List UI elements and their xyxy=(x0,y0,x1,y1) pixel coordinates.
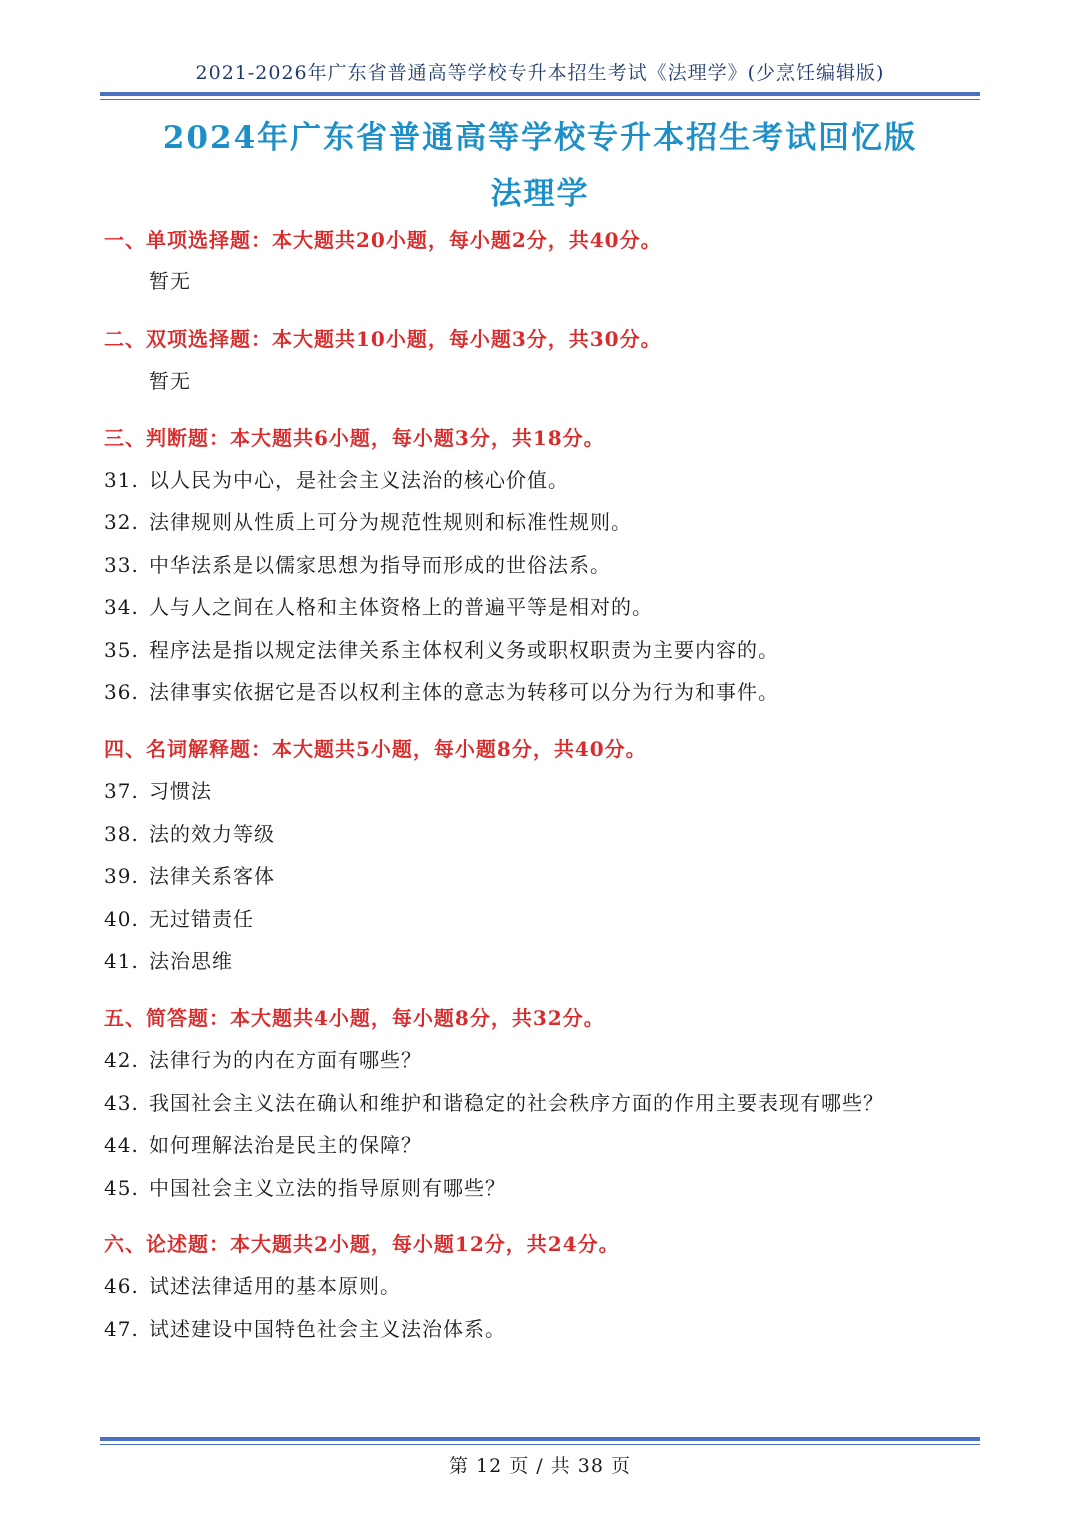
question-number: 43. xyxy=(104,1091,139,1115)
question-item xyxy=(104,634,779,663)
question-text: 法律关系客体 xyxy=(149,864,275,888)
question-number: 45. xyxy=(104,1176,139,1200)
question-number: 42. xyxy=(104,1048,139,1072)
question-number: 34. xyxy=(104,595,139,619)
question-item xyxy=(104,1087,884,1116)
question-text: 程序法是指以规定法律关系主体权利义务或职权职责为主要内容的。 xyxy=(149,638,779,662)
question-number: 37. xyxy=(104,779,139,803)
question-number: 41. xyxy=(104,949,139,973)
question-item xyxy=(104,549,611,578)
section-heading: 二、双项选择题：本大题共10小题，每小题3分，共30分。 xyxy=(104,327,662,351)
document-title: 2024年广东省普通高等学校专升本招生考试回忆版 xyxy=(162,120,918,156)
section-heading: 一、单项选择题：本大题共20小题，每小题2分，共40分。 xyxy=(104,228,662,252)
question-number: 31. xyxy=(104,468,139,492)
question-item xyxy=(104,464,569,493)
question-number: 40. xyxy=(104,907,139,931)
header-rule-thick xyxy=(100,92,980,96)
question-number: 39. xyxy=(104,864,139,888)
question-item xyxy=(104,945,233,974)
page-number: 第 12 页 / 共 38 页 xyxy=(449,1455,631,1477)
question-number: 32. xyxy=(104,510,139,534)
question-item xyxy=(104,506,632,535)
section-note: 暂无 xyxy=(149,369,191,393)
question-item xyxy=(104,1172,506,1201)
section-note: 暂无 xyxy=(149,269,191,293)
header-rule-thin xyxy=(100,99,980,100)
question-text: 法律行为的内在方面有哪些？ xyxy=(149,1048,422,1072)
question-item xyxy=(104,1129,422,1158)
section-heading: 三、判断题：本大题共6小题，每小题3分，共18分。 xyxy=(104,426,605,450)
footer-rule-thick xyxy=(100,1437,980,1441)
question-number: 47. xyxy=(104,1317,139,1341)
question-text: 法律事实依据它是否以权利主体的意志为转移可以分为行为和事件。 xyxy=(149,680,779,704)
question-number: 46. xyxy=(104,1274,139,1298)
question-text: 试述法律适用的基本原则。 xyxy=(149,1274,401,1298)
question-item xyxy=(104,775,212,804)
section-heading: 五、简答题：本大题共4小题，每小题8分，共32分。 xyxy=(104,1006,605,1030)
question-text: 中国社会主义立法的指导原则有哪些？ xyxy=(149,1176,506,1200)
question-number: 33. xyxy=(104,553,139,577)
document-subtitle: 法理学 xyxy=(490,176,590,212)
footer-rule-thin xyxy=(100,1444,980,1445)
question-item xyxy=(104,1313,506,1342)
question-text: 试述建设中国特色社会主义法治体系。 xyxy=(149,1317,506,1341)
question-number: 44. xyxy=(104,1133,139,1157)
section-heading: 四、名词解释题：本大题共5小题，每小题8分，共40分。 xyxy=(104,737,647,761)
question-item xyxy=(104,591,653,620)
question-text: 无过错责任 xyxy=(149,907,254,931)
question-number: 38. xyxy=(104,822,139,846)
question-item xyxy=(104,903,254,932)
question-item xyxy=(104,676,779,705)
running-header: 2021-2026年广东省普通高等学校专升本招生考试《法理学》(少烹饪编辑版) xyxy=(195,62,885,84)
question-number: 36. xyxy=(104,680,139,704)
question-number: 35. xyxy=(104,638,139,662)
question-text: 法治思维 xyxy=(149,949,233,973)
question-item xyxy=(104,860,275,889)
question-text: 如何理解法治是民主的保障？ xyxy=(149,1133,422,1157)
section-heading: 六、论述题：本大题共2小题，每小题12分，共24分。 xyxy=(104,1232,620,1256)
question-text: 法的效力等级 xyxy=(149,822,275,846)
question-text: 法律规则从性质上可分为规范性规则和标准性规则。 xyxy=(149,510,632,534)
question-item xyxy=(104,1044,422,1073)
question-item xyxy=(104,818,275,847)
question-text: 习惯法 xyxy=(149,779,212,803)
question-text: 我国社会主义法在确认和维护和谐稳定的社会秩序方面的作用主要表现有哪些？ xyxy=(149,1091,884,1115)
question-text: 人与人之间在人格和主体资格上的普遍平等是相对的。 xyxy=(149,595,653,619)
question-text: 中华法系是以儒家思想为指导而形成的世俗法系。 xyxy=(149,553,611,577)
question-item xyxy=(104,1270,401,1299)
question-text: 以人民为中心，是社会主义法治的核心价值。 xyxy=(149,468,569,492)
